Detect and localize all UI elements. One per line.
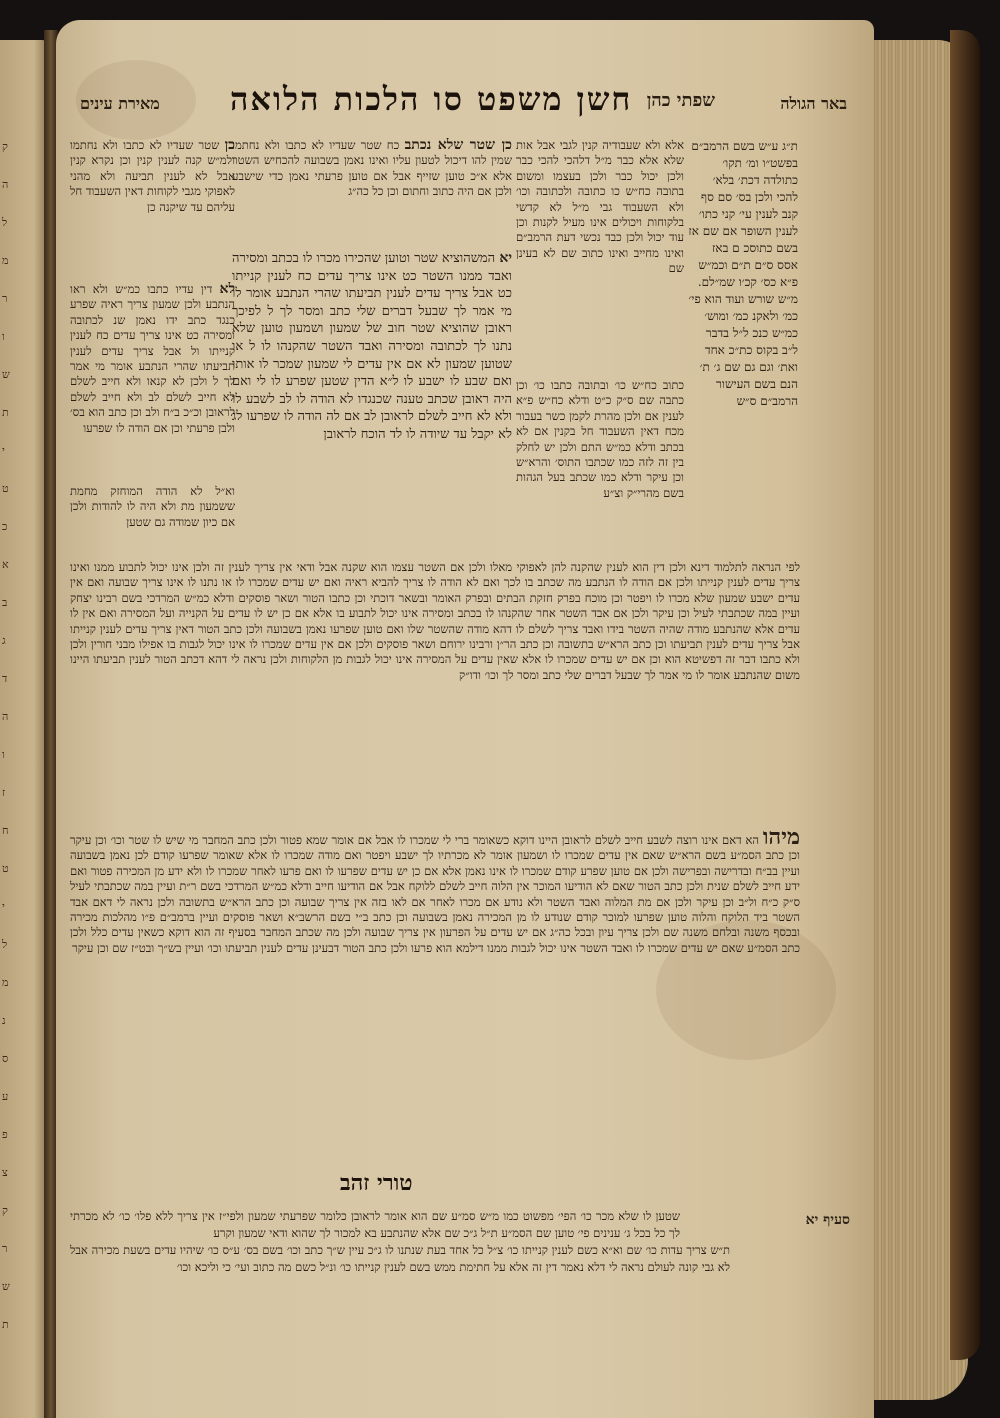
left-page-fragment: ל bbox=[2, 938, 8, 951]
left-page-fragment: פ bbox=[2, 1128, 8, 1141]
left-page-fragment: ס bbox=[2, 1052, 9, 1065]
footnote-label: סעיף יא bbox=[805, 1212, 850, 1228]
left-page-fragment: י bbox=[2, 900, 5, 913]
commentary-column-right-mid: כתוב כח״ש כו׳ ובתובה כתבו כו׳ וכן כתבה שם ס״ק כ״ט ודלא כח״ש פ״א לענין אם ולכן מהרת לקמן כשר בעבור מכח דאין השעבוד חל בקנין אם לא בכתב ודלא כמ״ש התם ולכן יש לחלק בין זה לזה כמו שכתבו התוס׳ והרא״ש וכן עיקר ודלא כמו שכתב בעל הגהות בשם מהרי״ק וצ״ע bbox=[516, 378, 684, 500]
left-page-fragment: ג bbox=[2, 634, 6, 647]
running-header bbox=[60, 72, 855, 122]
left-page-fragment: ש bbox=[2, 368, 10, 381]
paragraph-text: שטר שעדיו לא כתבו ולא נחתמו ולמ״ש קנה לענין קנין וכן נקרא קנין אבל לא לענין תביעה ולא מהני לאפוקי מגבי לקוחות דאין השעבוד חל עליהם עד שיקנה כן bbox=[70, 138, 235, 214]
commentary-column-left-mid bbox=[70, 282, 235, 482]
left-page-fragment: ב bbox=[2, 596, 8, 609]
commentary-column-left-bottom: וא״ל לא הודה המוחזק מחמת ששמעון מת ולא היה לו להודות ולכן אם כיון שמודה גם שטען bbox=[70, 484, 235, 529]
previous-page-edge bbox=[0, 40, 48, 1418]
left-page-fragment: נ bbox=[2, 1014, 6, 1027]
left-page-fragment: ה bbox=[2, 178, 9, 191]
commentary-wide-block-2 bbox=[70, 830, 800, 1160]
paragraph-label: לא bbox=[219, 282, 235, 297]
commentary-column-left-top bbox=[70, 138, 235, 278]
left-page-fragment: כ bbox=[2, 520, 8, 533]
main-text-paragraph: המשהוציא שטר וטוען שהכירו מכרו לו בכתב ומסירה ואבד ממנו השטר כט אינו צריך עדים כח לענין קנייתו כט אבל צריך עדים לענין תביעתו שהרי הנתבע אומר לו מי אמר לך שבעל דברים שלי כתב ומסר לך ל לפיכך ראובן שהוציא שטר חוב של שמעון ושמעון טוען שלא נתנו לך לכתובה ומסירה ואבד השטר שהקנהו לו ל או שטוען שמעון לא אם אין עדים לי שמעון שמכר לו אותו ואם שבע לו ישבע לו ל״א הדין שטען שפרע לו לי ואם היה ראובן שכתב טענה שכנגדו לא הודה לו לב לשבע לו ולא לא חייב לשלם לראובן לב אם לה הודה לו שפרעו לג לא יקבל עד שיודה לו לד הוכח לראובן bbox=[232, 251, 512, 442]
header-left-label: מאירת עינים bbox=[80, 94, 160, 113]
left-page-fragment: ל bbox=[2, 216, 8, 229]
left-page-fragment: מ bbox=[2, 254, 9, 267]
left-page-fragment: י bbox=[2, 444, 5, 457]
left-page-fragment: ט bbox=[2, 862, 9, 875]
paragraph-label: יא bbox=[499, 250, 512, 266]
paragraph-text: הא דאם אינו רוצה לשבע חייב לשלם לראובן היינו דוקא כשאומר ברי לי שמכרו לו אבל אם אומר שמא פטור ולכן כתב המחבר מי שיש לו שטר וכו׳ וכן עיקר וכן כתב הסמ״ע בשם הרא״ש שאם אין עדים שמכרו לו ושמעון אומר לא מכרתיו לך ישבע ויפטר ואם מודה שמכרו לו אלא שאומר שפרעו קודם לכן נאמן בשבועה ועיין בב״ח ובדרישה ובפרישה ולכן אם טוען שפרע קודם שמכרו לו אינו נאמן אלא אם כן יש עדים שפרעו לו ואם פרעו לאחר שמכרו לו ולא ידע מן המכירה פטור ואם ידע חייב לשלם שנית ולכן כתב הטור שאם לא הודיעו המוכר אין הלוה חייב לשלם ללוקח אבל אם הודיעו חייב ודלא כמ״ש המרדכי בשם ר״ת ועיין במה שכתבתי לעיל ס״ק כ״ח ול״ב וכן עיקר ולכן אם מת המלוה ואבד השטר ולא נודע אם מכרו לאחר אם לאו בזה אין צריך שבועה וכן כתב הרא״ש בתשובה ולכן נראה לי דאם אבד השטר ביד הלוקח והלוה טוען שפרעו למוכר קודם שנודע לו מן המכירה נאמן בשבועה וכן כתב ב״י בשם הרשב״א ושאר פוסקים ועיין ברמב״ם פ״ו מהלכות מכירה ובכסף משנה ובלחם משנה שם ולכן צריך עיון ובכל כה״ג אם יש עדים על הפרעון אין צריך שבועה ולכן מה שכתב המחבר בסעיף זה הוא דוקא כשאין עדים כלל ולכן כתב הסמ״ע שאם יש עדים שמכרו לו ואבד השטר אינו יכול לגבות ממנו דילמא הוא פרעו ולכן כתב הטור דבעינן עדים לענין תביעתו וכו׳ ועיין בש״ך ובט״ז שם וכן עיקר bbox=[70, 833, 800, 955]
paragraph-text: דין עדיו כתבו כמ״ש ולא ראו הנתבע ולכן שמעון צריך ראיה שפרע כנגד כתב ידו נאמן שנ לכתובה ומסירה כט אינו צריך עדים כח לענין קנייתו ול אבל צריך עדים לענין תביעתו שהרי הנתבע אומר מי אמר לך ל ולכן לא קנאו ולא חייב לשלם לא חייב לשלם לב ולא חייב לשלם לראובן וכ״כ ב״ח ולב וכן כתב הוא בס׳ ולבן פרעתי וכן אם הודה לו שפרעו bbox=[70, 282, 235, 435]
left-page-fragment: ק bbox=[2, 140, 8, 153]
left-page-fragment: ר bbox=[2, 292, 8, 305]
left-page-fragment: ת bbox=[2, 1318, 9, 1331]
left-page-fragment: ד bbox=[2, 672, 8, 685]
header-section-name: שפתי כהן bbox=[646, 90, 715, 111]
left-page-fragment: ז bbox=[2, 786, 6, 799]
page-title: חשן משפט סו הלכות הלואה bbox=[230, 80, 633, 118]
left-page-fragment: ה bbox=[2, 710, 9, 723]
marginal-references: ת״ג ע״ש בשם הרמב״ם בפשט״ו ומ׳ תקו׳ כתולדה דכת׳ בלא׳ להכי ולכן בס׳ סם סף קנב לענין עי׳ קני כתו׳ לענין השופר אם שם אז בשם כתוסכ ם באז אסס ס״ם ת״ם וכמ״ש פ״א כס׳ קכ׳ו שמ״לם. מ״ש שורש ועוד הוא פי׳ כמ׳ ולאקנ כמ׳ ומוש׳ כמ״ש כנכ ל״ל בדבר ל״ב בקוס כת״כ אחד ואת׳ וגם גם שם ג׳ ת׳ הנם בשם העישור הרמב״ם ס״ש bbox=[688, 139, 798, 408]
paragraph-text: כח שטר שעדיו לא כתבו ולא נחתמו שמין להו דיכול לטעון עליו ואינו נאמן בשבועה להכחיש השטר אלא א״כ טוען שזייף אבל אם טוען פרעתי נאמן כדי שישבע ולכן אם היה כתוב וחתום וכן כל כה״ג bbox=[232, 138, 512, 199]
left-page-fragment: ת bbox=[2, 406, 9, 419]
left-page-fragment: ו bbox=[2, 330, 5, 343]
left-page-fragment: ח bbox=[2, 824, 9, 837]
left-page-fragment: ו bbox=[2, 748, 5, 761]
commentary-wide-block-1: לפי הנראה לתלמוד דינא ולכן דין הוא לענין שהקנה להן לאפוקי מאלו ולכן אם השטר עצמו הוא שקנה אבל ודאי אין צריך לענין זה ולכן אינו יכול לתבוע ממנו ואינו צריך עדים לענין קנייתו ולכן אם הודה לו הנתבע מה שכתב בו לכך ואם לא הודה לו צריך להביא ראיה ואם יש עדים שמכרו לו או נתנו לו אינו צריך שבועה ואם אין עדים ישבע שמעון שלא מכרו לו ויפטר וכן מוכח בפרק חזקת הבתים ובפרק האומר ובשאר דוכתי וכן כתבו הטור ושאר פוסקים ודלא כמ״ש המרדכי בשם רבינו יצחק ועיין במה שכתבתי לעיל וכן עיקר ולכן אם אבד השטר אחר שהקנהו לו בכתב ומסירה אינו יכול לתבוע בו אלא אם כן יש לו עדים על הקנייה ועל המסירה ואם אין לו עדים אלא שהנתבע מודה שהיה השטר בידו ואבד צריך לשלם לו דהא מודה שהשטר שלו ואם טוען שפרעו נאמן בשבועה ולכן כתב הטור דאין צריך עדים לענין קנייתו אבל צריך עדים לענין תביעתו וכן כתב הרא״ש בתשובה וכן כתב הר״ן ורבינו ירוחם ושאר פוסקים ולכן אם אין עדים שמכרו לו אינו יכול לגבות בו אפילו מבני חורין ולכן ולא כתבו דבר זה דפשיטא הוא וכן אם יש עדים שמכרו לו אלא שאין עדים על המסירה אינו יכול לגבות מן הלקוחות ולכן נראה לי דהא דכתב הטור לענין תביעתו היינו משום שהנתבע אומר לו מי אמר לך שבעל דברים שלי כתב ומסר לך וכו׳ ודו״ק bbox=[70, 560, 800, 682]
footnote-text-2: ת״ש צריך עדות כו׳ שם וא״א כשם לענין קנייתו כו׳ צ״ל כל אחד בעת שנתנו לו ג״כ עיין ש״ך כתב וכו׳ בשם בס׳ ע״ס כו׳ שיהיו עדים בשעת מכירה אבל לא גבי קונה לעולם נראה לי דלא נאמר דין זה אלא על חתימת ממש בשם לענין קנייתו כו׳ ונ״ל כשם מה כתוב ועי׳ כי וליכא וכו׳ bbox=[70, 1243, 730, 1274]
turei-zahav-heading: טורי זהב bbox=[340, 1170, 413, 1196]
drop-word: מיהו bbox=[762, 830, 800, 850]
paragraph-label: כן שטר שלא נכתב bbox=[404, 138, 512, 153]
left-page-fragment: א bbox=[2, 558, 9, 571]
paragraph-label: כן bbox=[224, 138, 235, 153]
book-cover-edge bbox=[950, 30, 980, 1360]
commentary-column-center-top bbox=[232, 138, 512, 248]
footnote-text-1: שטען לו שלא מכר כו׳ הפי׳ מפשוט כמו מ״ש סמ״ע שם הוא אומר לראובן כלומר שפרעתי שמעון ולפי״ז אין צריך ללא פלו׳ כו׳ לא מכרתי לך כל בכל ג׳ ענינים פי׳ טוען שם הסמ״ע ת״ל ג״כ שם אלא שהנתבע בא למכור לך שהוא ודאי שמעון וקרע bbox=[70, 1209, 680, 1240]
commentary-column-right-top: אלא ולא שעבודיה קנין לגבי אבל אות שלא אלא כבר מ״ל דלהכי להכי כבר ולכן יכול כבר ולכן בעצמו ומשום בתובה כח״ש כו כתובה ולכתובה וכו׳ ולא השעבוד גבי מ״ל לא קדשי בלקוחות ויכולים אינו מעיל לקנות וכן עוד יכול ולכן כבד נכשי דעת הרמב״ם ואינו מחייב ואינו כתוב שם לא בעינן שם bbox=[516, 138, 684, 276]
left-page-fragment: ע bbox=[2, 1090, 9, 1103]
left-page-fragment: מ bbox=[2, 976, 9, 989]
left-page-fragment: ט bbox=[2, 482, 9, 495]
left-page-fragment: ש bbox=[2, 1280, 10, 1293]
left-page-fragment: ר bbox=[2, 1242, 8, 1255]
left-page-fragment: צ bbox=[2, 1166, 8, 1179]
left-page-fragment: ק bbox=[2, 1204, 8, 1217]
main-text-column bbox=[232, 250, 512, 510]
header-right-label: באר הגולה bbox=[780, 94, 847, 113]
